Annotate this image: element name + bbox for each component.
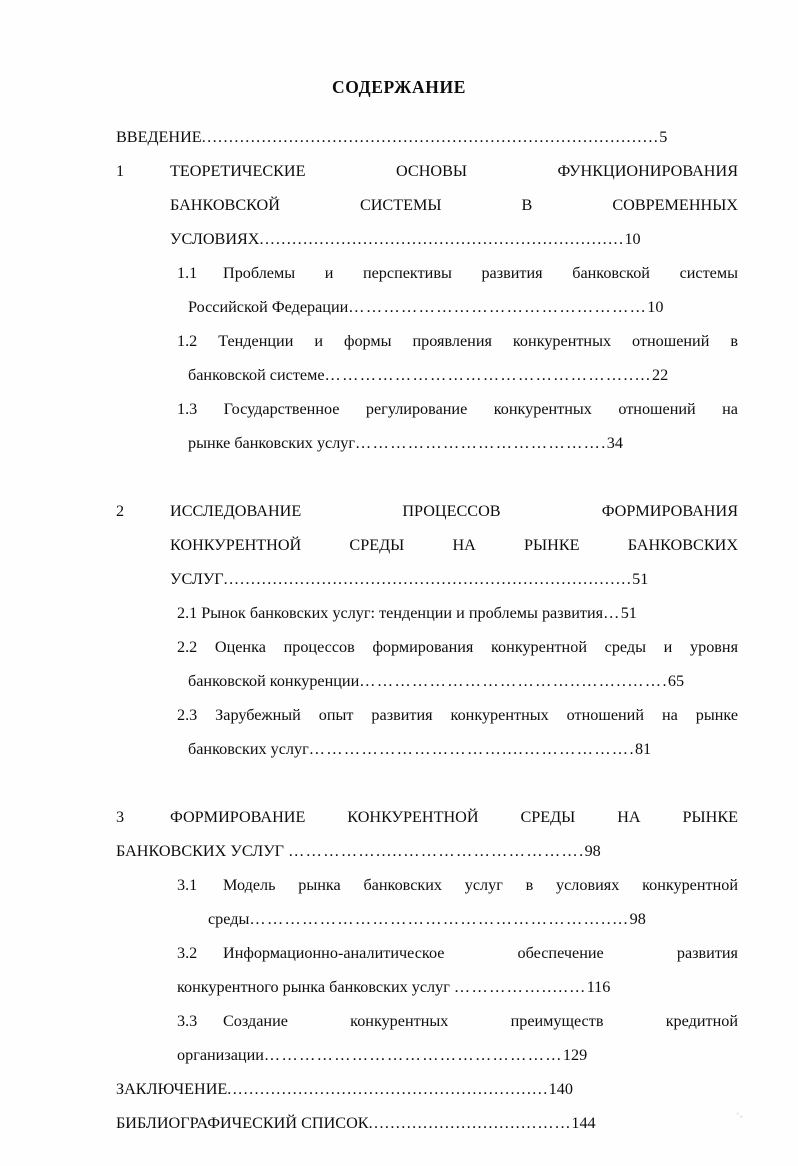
- heading-word: НА: [452, 536, 476, 554]
- page-number: 129: [562, 1046, 588, 1064]
- toc-line: [116, 1072, 738, 1106]
- justify-gap: [476, 528, 524, 562]
- justify-gap: [587, 630, 605, 664]
- justify-gap: [339, 392, 365, 426]
- justify-gap: [492, 324, 513, 358]
- page-number: 34: [606, 434, 623, 452]
- chapter-number: 2: [116, 502, 125, 520]
- heading-word: в: [730, 332, 738, 350]
- heading-word: среды: [604, 638, 647, 656]
- heading-word: преимуществ: [510, 1012, 604, 1030]
- toc-entry-section-3-3[interactable]: [116, 1004, 738, 1072]
- justify-gap: [276, 868, 299, 902]
- justify-gap: [696, 392, 722, 426]
- entry-label: ЗАКЛЮЧЕНИЕ: [116, 1080, 228, 1098]
- toc-line: [116, 698, 738, 732]
- justify-gap: [592, 392, 618, 426]
- dot-leader: …………….....………………………….: [288, 842, 585, 860]
- dot-leader: ……………………………………………: [263, 1046, 563, 1064]
- heading-word: перспективы: [362, 264, 452, 282]
- heading-word: РЫНКЕ: [524, 536, 580, 554]
- justify-gap: [452, 256, 482, 290]
- heading-word: кредитной: [665, 1012, 739, 1030]
- justify-gap: [467, 392, 493, 426]
- dot-leader: …: [603, 604, 621, 622]
- toc-entry-section-2-2[interactable]: [116, 630, 738, 698]
- dot-leader: ……………………………………………..…: [324, 366, 652, 384]
- heading-word: Зарубежный: [215, 706, 301, 724]
- justify-gap: [467, 154, 558, 188]
- justify-gap: [333, 256, 363, 290]
- heading-word: отношений: [632, 332, 710, 350]
- justify-gap: [353, 698, 371, 732]
- dot-leader: ………………………………..……..…….: [359, 672, 668, 690]
- toc-line: [116, 1038, 738, 1072]
- toc-line: [116, 630, 738, 664]
- toc-line: [116, 800, 738, 834]
- heading-word: формы: [343, 332, 392, 350]
- heading-word: конкурентного рынка банковских услуг: [177, 978, 454, 996]
- heading-word: СРЕДЫ: [349, 536, 405, 554]
- toc-line: [116, 324, 738, 358]
- heading-word: регулирование: [365, 400, 468, 418]
- section-number: 2.1: [177, 604, 198, 622]
- toc-line: [116, 1106, 738, 1140]
- toc-entry-chapter-1[interactable]: [116, 154, 738, 256]
- heading-word: услуг: [464, 876, 503, 894]
- justify-gap: [295, 256, 325, 290]
- justify-gap: [644, 698, 662, 732]
- heading-word: банковской конкуренции: [188, 672, 360, 690]
- page-number: 65: [667, 672, 685, 690]
- justify-gap: [603, 1004, 665, 1038]
- page-number: 81: [634, 740, 652, 758]
- justify-gap: [533, 868, 556, 902]
- justify-gap: [404, 528, 452, 562]
- justify-gap: [280, 188, 360, 222]
- page-number: 5: [659, 128, 668, 146]
- justify-gap: [709, 324, 730, 358]
- heading-word: ОСНОВЫ: [396, 162, 467, 180]
- heading-word: системы: [679, 264, 738, 282]
- page-number: 10: [624, 230, 641, 248]
- justify-gap: [444, 936, 517, 970]
- toc-line: [116, 188, 738, 222]
- heading-word: Модель: [223, 876, 276, 894]
- toc-line: [116, 222, 738, 256]
- toc-line: [116, 120, 738, 154]
- toc-line: [116, 936, 738, 970]
- heading-word: банковских: [363, 876, 443, 894]
- heading-word: и: [314, 332, 324, 350]
- toc-line: [116, 902, 738, 936]
- chapter-number: 3: [116, 808, 125, 826]
- justify-gap: [197, 392, 223, 426]
- toc-line: [116, 494, 738, 528]
- heading-word: обеспечение: [517, 944, 604, 962]
- justify-gap: [611, 324, 632, 358]
- justify-gap: [301, 528, 349, 562]
- toc-entry-section-3-1[interactable]: [116, 868, 738, 936]
- toc-entry-chapter-3[interactable]: [116, 800, 738, 868]
- toc-line: [116, 426, 738, 460]
- toc-entry-conclusion[interactable]: [116, 1072, 738, 1106]
- heading-word: НА: [617, 808, 641, 826]
- justify-gap: [575, 800, 617, 834]
- page-number: 116: [586, 978, 611, 996]
- justify-gap: [323, 324, 344, 358]
- toc-line: [116, 732, 738, 766]
- heading-word: развития: [676, 944, 739, 962]
- justify-gap: [678, 698, 696, 732]
- heading-word: Государственное: [223, 400, 340, 418]
- heading-word: конкурентных: [512, 332, 612, 350]
- toc-line: [116, 290, 738, 324]
- dot-leader: ...............................…...: [368, 1114, 572, 1132]
- justify-gap: [197, 698, 215, 732]
- heading-word: процессов: [283, 638, 355, 656]
- justify-gap: [442, 188, 522, 222]
- page-title: СОДЕРЖАНИЕ: [331, 77, 466, 97]
- toc-line: [116, 392, 738, 426]
- heading-word: конкурентных: [493, 400, 592, 418]
- heading-word: и: [663, 638, 673, 656]
- justify-gap: [619, 868, 642, 902]
- heading-word: ТЕОРЕТИЧЕСКИЕ: [170, 162, 306, 180]
- heading-word: в: [525, 876, 534, 894]
- justify-gap: [306, 154, 397, 188]
- section-number: 3.3: [177, 1012, 198, 1030]
- heading-word: рынке банковских услуг: [188, 434, 356, 452]
- toc-entry-chapter-2[interactable]: [116, 494, 738, 596]
- entry-label: ВВЕДЕНИЕ: [116, 128, 202, 146]
- heading-word: конкурентных: [350, 1012, 449, 1030]
- heading-word: Проблемы: [223, 264, 296, 282]
- justify-gap: [641, 800, 683, 834]
- dot-leader: ....................................................................................: [201, 128, 660, 146]
- heading-word: формирования: [372, 638, 474, 656]
- justify-gap: [288, 1004, 350, 1038]
- heading-word: ФОРМИРОВАНИЯ: [601, 502, 738, 520]
- dot-leader: ……………………………………………: [348, 298, 648, 316]
- section-number: 3.1: [177, 876, 198, 894]
- justify-gap: [503, 868, 526, 902]
- heading-word: отношений: [618, 400, 696, 418]
- table-of-contents-list: [116, 120, 738, 1140]
- toc-line: [116, 596, 738, 630]
- justify-gap: [305, 800, 347, 834]
- page-number: 51: [632, 570, 649, 588]
- chapter-number: 1: [116, 162, 125, 180]
- toc-entry-section-2-3[interactable]: [116, 698, 738, 766]
- heading-word: КОНКУРЕНТНОЙ: [347, 808, 479, 826]
- dot-leader: …………………………………….: [355, 434, 607, 452]
- justify-gap: [301, 494, 402, 528]
- heading-word: Российской Федерации: [188, 298, 349, 316]
- dot-leader: …………….....…: [453, 978, 587, 996]
- heading-word: КОНКУРЕНТНОЙ: [170, 536, 302, 554]
- page-number: 10: [647, 298, 664, 316]
- heading-word: банковских услуг: [188, 740, 309, 758]
- heading-word: Информационно-аналитическое: [223, 944, 445, 962]
- page-number: 140: [548, 1080, 573, 1098]
- heading-word: рынке: [695, 706, 739, 724]
- toc-line: [116, 1004, 738, 1038]
- heading-word: на: [722, 400, 738, 418]
- heading-word: организации: [177, 1046, 264, 1064]
- toc-entry-bibliography[interactable]: [116, 1106, 738, 1140]
- justify-gap: [442, 868, 465, 902]
- justify-gap: [355, 630, 373, 664]
- justify-gap: [197, 630, 215, 664]
- section-number: 2.2: [177, 638, 198, 656]
- justify-gap: [650, 256, 680, 290]
- heading-word: развития: [371, 706, 433, 724]
- heading-word: БАНКОВСКИХ УСЛУГ: [116, 842, 289, 860]
- page-number: 22: [652, 366, 669, 384]
- heading-word: БАНКОВСКИХ: [627, 536, 739, 554]
- toc-entry-introduction[interactable]: [116, 120, 738, 154]
- section-number: 1.2: [177, 332, 198, 350]
- toc-line: [116, 528, 738, 562]
- heading-word: Оценка: [214, 638, 266, 656]
- heading-word: и: [324, 264, 334, 282]
- toc-entry-section-2-1[interactable]: [116, 596, 738, 630]
- heading-word: ПРОЦЕССОВ: [402, 502, 501, 520]
- heading-word: УСЛУГ: [170, 570, 224, 588]
- heading-word: среды: [208, 910, 250, 928]
- toc-line: [116, 664, 738, 698]
- heading-word: банковской системе: [188, 366, 325, 384]
- justify-gap: [473, 630, 491, 664]
- justify-gap: [448, 1004, 510, 1038]
- page-number: 51: [620, 604, 637, 622]
- toc-line: [116, 358, 738, 392]
- dot-leader: ...........................................................: [227, 1080, 549, 1098]
- heading-word: СРЕДЫ: [520, 808, 576, 826]
- dot-leader: ...........................................................................: [223, 570, 633, 588]
- heading-word: РЫНКЕ: [682, 808, 739, 826]
- justify-gap: [501, 494, 602, 528]
- entry-label: БИБЛИОГРАФИЧЕСКИЙ СПИСОК: [116, 1114, 369, 1132]
- heading-word: Создание: [223, 1012, 288, 1030]
- heading-word: конкурентной: [642, 876, 739, 894]
- toc-entry-section-3-2[interactable]: [116, 936, 738, 1004]
- page-number: 98: [584, 842, 601, 860]
- section-number: 1.3: [177, 400, 198, 418]
- toc-entry-section-1-1[interactable]: [116, 256, 738, 324]
- justify-gap: [604, 936, 677, 970]
- justify-gap: [392, 324, 413, 358]
- toc-line: [116, 256, 738, 290]
- dot-leader: ……………………………....……………….: [308, 740, 635, 758]
- heading-word: уровня: [690, 638, 739, 656]
- heading-word: конкурентной: [491, 638, 587, 656]
- section-number: 1.1: [177, 264, 198, 282]
- paragraph-spacer: [116, 460, 738, 494]
- scan-artifact-speck: [735, 1110, 744, 1119]
- heading-word: УСЛОВИЯХ: [170, 230, 260, 248]
- heading-word: ФОРМИРОВАНИЕ: [170, 808, 306, 826]
- heading-word: банковской: [572, 264, 650, 282]
- justify-gap: [672, 630, 690, 664]
- toc-line: [116, 562, 738, 596]
- justify-gap: [580, 528, 628, 562]
- toc-line: [116, 970, 738, 1004]
- justify-gap: [301, 698, 319, 732]
- heading-word: опыт: [318, 706, 354, 724]
- heading-word: конкурентных: [450, 706, 549, 724]
- heading-word: ИССЛЕДОВАНИЕ: [170, 502, 302, 520]
- justify-gap: [197, 324, 218, 358]
- heading-word: проявления: [412, 332, 492, 350]
- heading-word: Тенденции: [218, 332, 294, 350]
- justify-gap: [543, 256, 573, 290]
- heading-word: ФУНКЦИОНИРОВАНИЯ: [557, 162, 738, 180]
- toc-line: [116, 154, 738, 188]
- heading-word: рынка: [298, 876, 341, 894]
- justify-gap: [532, 188, 612, 222]
- justify-gap: [293, 324, 314, 358]
- justify-gap: [646, 630, 664, 664]
- toc-line: [116, 868, 738, 902]
- section-number: 3.2: [177, 944, 198, 962]
- justify-gap: [433, 698, 451, 732]
- dot-leader: ...................................................................: [259, 230, 625, 248]
- toc-entry-section-1-3[interactable]: [116, 392, 738, 460]
- justify-gap: [479, 800, 521, 834]
- toc-line: [116, 834, 738, 868]
- paragraph-spacer: [116, 766, 738, 800]
- heading-word: отношений: [566, 706, 645, 724]
- page-number: 144: [571, 1114, 596, 1132]
- heading-word: СОВРЕМЕННЫХ: [612, 196, 739, 214]
- heading-word: В: [521, 196, 533, 214]
- heading-word: СИСТЕМЫ: [359, 196, 442, 214]
- dot-leader: ……………………………………………………..…: [249, 910, 630, 928]
- section-number: 2.3: [177, 706, 198, 724]
- justify-gap: [341, 868, 364, 902]
- justify-gap: [549, 698, 567, 732]
- page-number: 98: [629, 910, 646, 928]
- toc-entry-section-1-2[interactable]: [116, 324, 738, 392]
- heading-word: БАНКОВСКОЙ: [170, 196, 280, 214]
- heading-word: развития: [481, 264, 543, 282]
- heading-word: на: [661, 706, 678, 724]
- heading-word: условиях: [556, 876, 620, 894]
- heading-word: Рынок банковских услуг: тенденции и проблемы развития: [201, 604, 604, 622]
- justify-gap: [266, 630, 284, 664]
